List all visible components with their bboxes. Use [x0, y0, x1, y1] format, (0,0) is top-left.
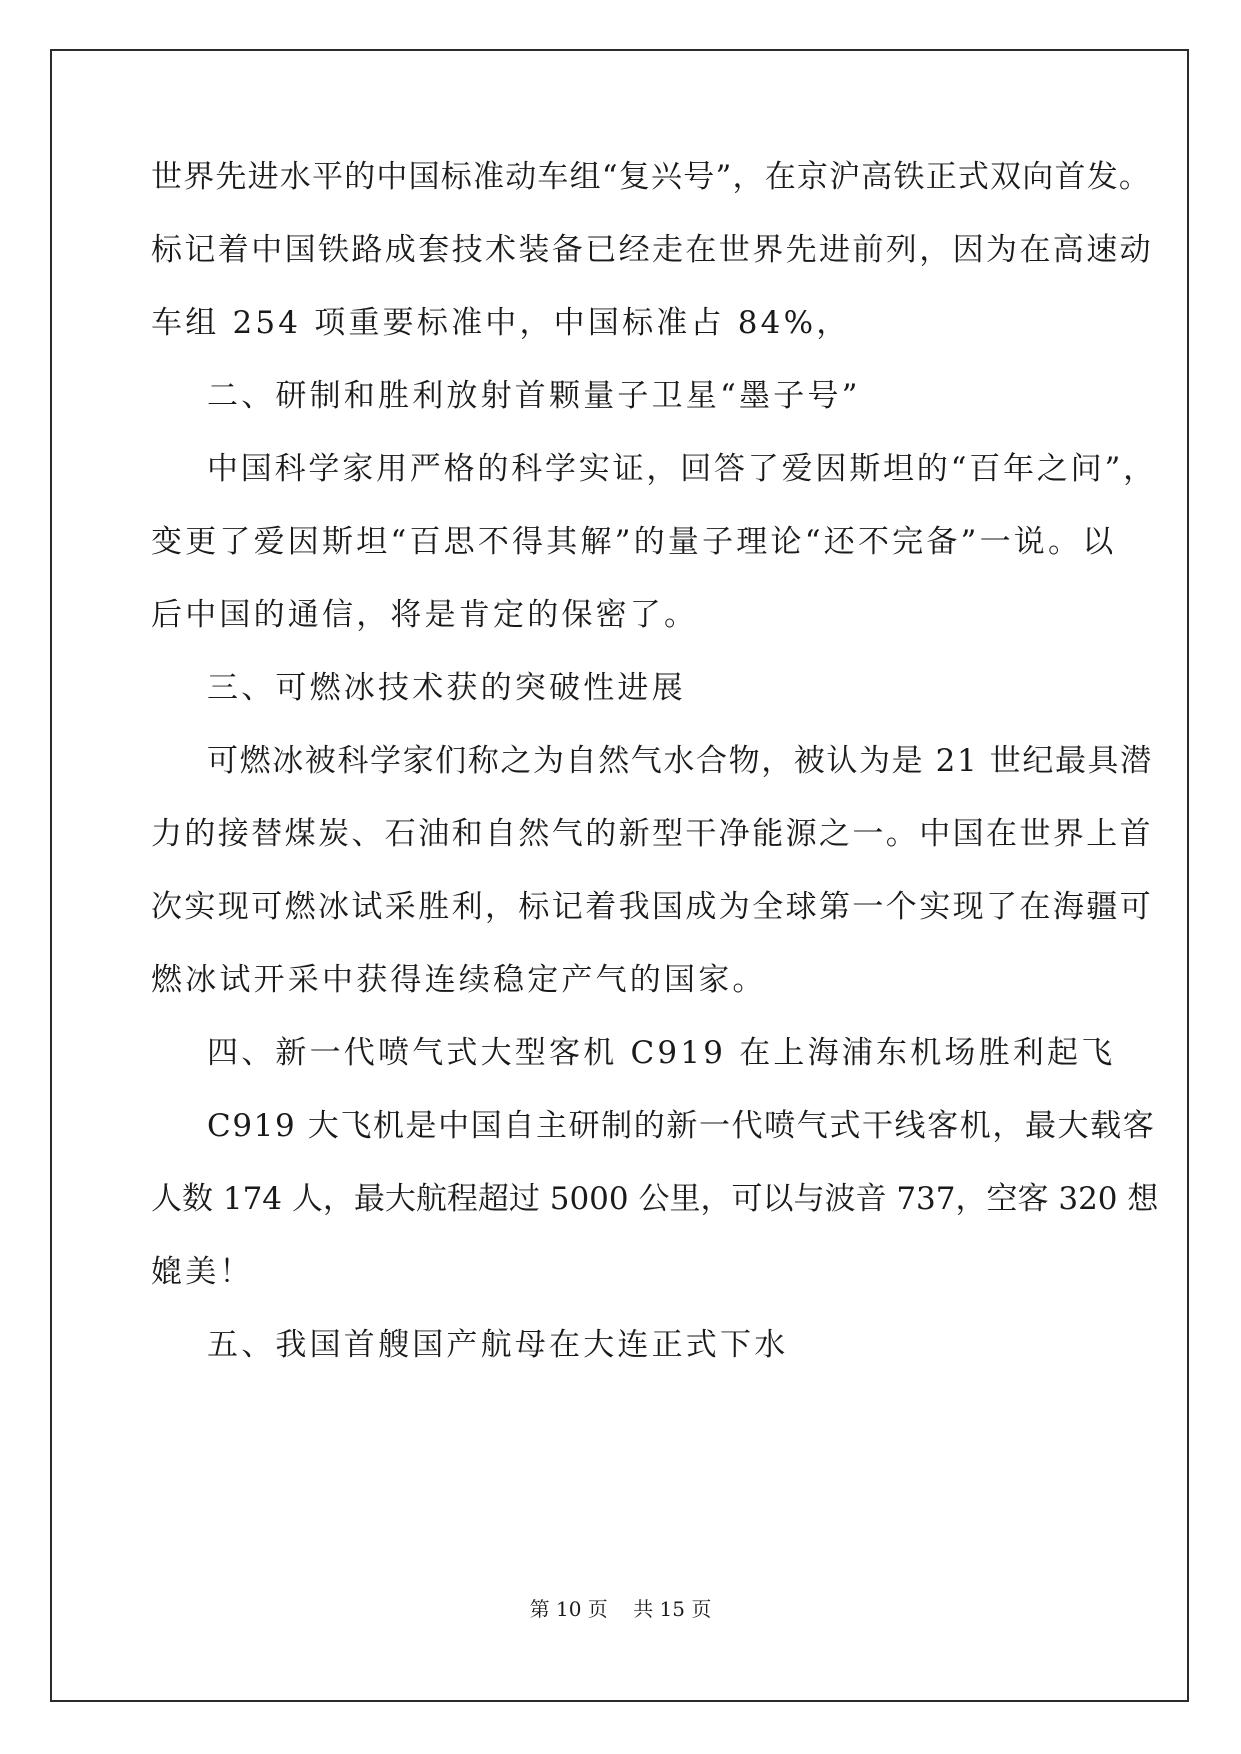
text-line: 车组 254 项重要标准中，中国标准占 84%， — [151, 305, 851, 341]
section-heading: 二、研制和胜利放射首颗量子卫星“墨子号” — [207, 378, 861, 414]
text-line: 可燃冰被科学家们称之为自然气水合物，被认为是 21 世纪最具潜 — [207, 743, 1153, 779]
text-line: C919 大飞机是中国自主研制的新一代喷气式干线客机，最大载客 — [207, 1108, 1156, 1144]
page-border — [50, 49, 1189, 1702]
text-line: 力的接替煤炭、石油和自然气的新型干净能源之一。中国在世界上首 — [151, 816, 1153, 852]
text-line: 世界先进水平的中国标准动车组“复兴号”，在京沪高铁正式双向首发。 — [151, 159, 1152, 195]
text-line: 中国科学家用严格的科学实证，回答了爱因斯坦的“百年之问”， — [207, 451, 1157, 487]
text-line: 变更了爱因斯坦“百思不得其解”的量子理论“还不完备”一说。以 — [151, 524, 1117, 560]
section-heading: 五、我国首艘国产航母在大连正式下水 — [207, 1327, 789, 1363]
text-line: 标记着中国铁路成套技术装备已经走在世界先进前列，因为在高速动 — [151, 232, 1153, 268]
text-line: 次实现可燃冰试采胜利，标记着我国成为全球第一个实现了在海疆可 — [151, 889, 1153, 925]
section-heading: 四、新一代喷气式大型客机 C919 在上海浦东机场胜利起飞 — [207, 1035, 1116, 1071]
text-line: 燃冰试开采中获得连续稳定产气的国家。 — [151, 962, 767, 998]
text-line: 人数 174 人，最大航程超过 5000 公里，可以与波音 737，空客 320 想 — [151, 1181, 1159, 1217]
text-line: 后中国的通信，将是肯定的保密了。 — [151, 597, 699, 633]
section-heading: 三、可燃冰技术获的突破性进展 — [207, 670, 686, 706]
page-number-footer: 第 10 页 共 15 页 — [529, 1597, 712, 1621]
text-line: 媲美！ — [151, 1254, 254, 1290]
